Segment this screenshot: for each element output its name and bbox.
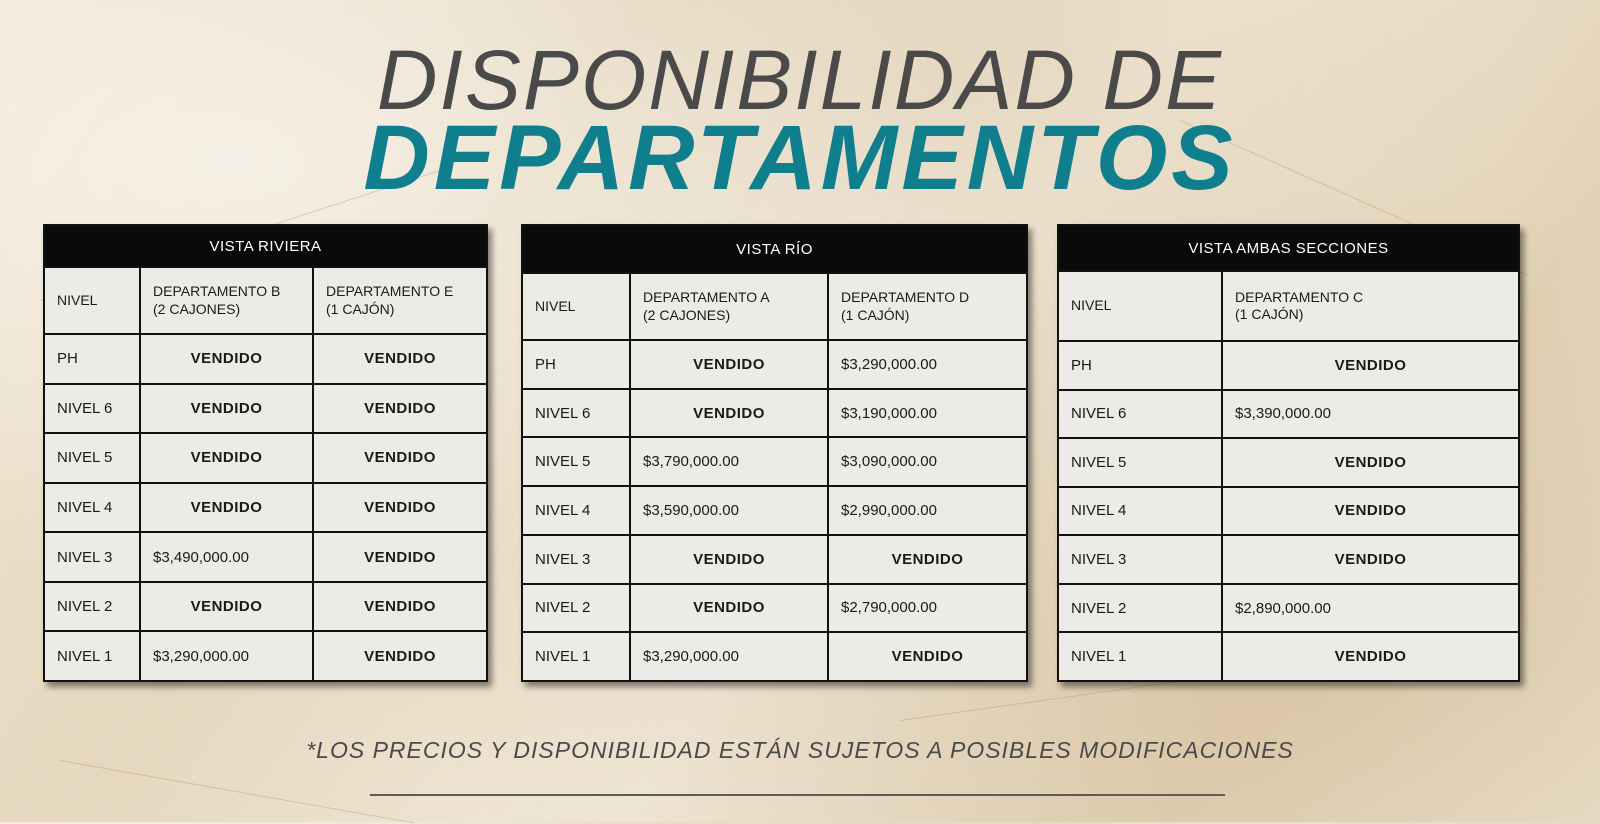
sold-cell: VENDIDO (630, 389, 828, 438)
sold-cell: VENDIDO (1222, 438, 1519, 487)
price-cell: $3,490,000.00 (140, 532, 313, 582)
level-cell: NIVEL 5 (522, 437, 630, 486)
level-cell: NIVEL 5 (44, 433, 140, 483)
level-cell: NIVEL 2 (522, 584, 630, 633)
table-row (44, 582, 487, 632)
level-cell: PH (44, 334, 140, 384)
sold-cell: VENDIDO (630, 340, 828, 389)
sold-cell: VENDIDO (140, 384, 313, 434)
price-cell: $2,990,000.00 (828, 486, 1027, 535)
table-row (1058, 438, 1519, 487)
title-line-1: DISPONIBILIDAD DE (376, 33, 1224, 127)
level-cell: NIVEL 6 (1058, 390, 1222, 439)
sold-cell: VENDIDO (313, 532, 487, 582)
table-row (44, 532, 487, 582)
price-cell: $3,290,000.00 (140, 631, 313, 681)
table-row (1058, 584, 1519, 633)
level-cell: NIVEL 2 (44, 582, 140, 632)
sold-cell: VENDIDO (630, 535, 828, 584)
table-row (1058, 632, 1519, 681)
sold-cell: VENDIDO (1222, 487, 1519, 536)
column-header-nivel: NIVEL (1058, 271, 1222, 341)
level-cell: NIVEL 1 (1058, 632, 1222, 681)
column-header-depto-c: DEPARTAMENTO C (1 CAJÓN) (1222, 271, 1519, 341)
sold-cell: VENDIDO (630, 584, 828, 633)
sold-cell: VENDIDO (1222, 341, 1519, 390)
level-cell: NIVEL 2 (1058, 584, 1222, 633)
sold-cell: VENDIDO (313, 334, 487, 384)
table-vista-ambas-secciones (1057, 224, 1520, 682)
level-cell: PH (522, 340, 630, 389)
table-row (522, 389, 1027, 438)
sold-cell: VENDIDO (1222, 632, 1519, 681)
table-row (522, 632, 1027, 681)
column-header-nivel: NIVEL (44, 267, 140, 334)
level-cell: NIVEL 4 (522, 486, 630, 535)
table-row (1058, 390, 1519, 439)
table-row (522, 437, 1027, 486)
sold-cell: VENDIDO (140, 483, 313, 533)
price-cell: $2,790,000.00 (828, 584, 1027, 633)
table-row (522, 535, 1027, 584)
sold-cell: VENDIDO (313, 631, 487, 681)
level-cell: NIVEL 1 (522, 632, 630, 681)
sold-cell: VENDIDO (140, 334, 313, 384)
column-header-depto-b: DEPARTAMENTO B (2 CAJONES) (140, 267, 313, 334)
sold-cell: VENDIDO (828, 632, 1027, 681)
table-row (1058, 341, 1519, 390)
table-header: VISTA RIVIERA (44, 225, 487, 267)
level-cell: NIVEL 6 (522, 389, 630, 438)
sold-cell: VENDIDO (140, 582, 313, 632)
table-row (1058, 487, 1519, 536)
column-header-nivel: NIVEL (522, 273, 630, 340)
column-header-depto-d: DEPARTAMENTO D (1 CAJÓN) (828, 273, 1027, 340)
level-cell: PH (1058, 341, 1222, 390)
price-cell: $3,790,000.00 (630, 437, 828, 486)
level-cell: NIVEL 3 (44, 532, 140, 582)
price-cell: $3,090,000.00 (828, 437, 1027, 486)
level-cell: NIVEL 4 (1058, 487, 1222, 536)
disclaimer-footnote: *LOS PRECIOS Y DISPONIBILIDAD ESTÁN SUJETOS A POSIBLES MODIFICACIONES (306, 737, 1294, 763)
sold-cell: VENDIDO (313, 582, 487, 632)
level-cell: NIVEL 5 (1058, 438, 1222, 487)
table-row (522, 486, 1027, 535)
title-line-2: DEPARTAMENTOS (363, 107, 1237, 209)
sold-cell: VENDIDO (1222, 535, 1519, 584)
price-cell: $3,390,000.00 (1222, 390, 1519, 439)
price-cell: $3,590,000.00 (630, 486, 828, 535)
table-row (44, 631, 487, 681)
table-row (1058, 535, 1519, 584)
table-row (44, 433, 487, 483)
table-vista-riviera (43, 224, 488, 682)
level-cell: NIVEL 3 (1058, 535, 1222, 584)
divider-line (370, 794, 1225, 796)
level-cell: NIVEL 6 (44, 384, 140, 434)
table-header: VISTA AMBAS SECCIONES (1058, 225, 1519, 271)
table-vista-rio (521, 224, 1028, 682)
table-header: VISTA RÍO (522, 225, 1027, 273)
table-row (522, 340, 1027, 389)
price-cell: $3,290,000.00 (828, 340, 1027, 389)
column-header-depto-e: DEPARTAMENTO E (1 CAJÓN) (313, 267, 487, 334)
table-row (44, 334, 487, 384)
table-row (522, 584, 1027, 633)
sold-cell: VENDIDO (313, 433, 487, 483)
level-cell: NIVEL 3 (522, 535, 630, 584)
sold-cell: VENDIDO (140, 433, 313, 483)
column-header-depto-a: DEPARTAMENTO A (2 CAJONES) (630, 273, 828, 340)
sold-cell: VENDIDO (828, 535, 1027, 584)
table-row (44, 483, 487, 533)
price-cell: $3,190,000.00 (828, 389, 1027, 438)
level-cell: NIVEL 1 (44, 631, 140, 681)
table-row (44, 384, 487, 434)
sold-cell: VENDIDO (313, 483, 487, 533)
price-cell: $2,890,000.00 (1222, 584, 1519, 633)
level-cell: NIVEL 4 (44, 483, 140, 533)
price-cell: $3,290,000.00 (630, 632, 828, 681)
sold-cell: VENDIDO (313, 384, 487, 434)
